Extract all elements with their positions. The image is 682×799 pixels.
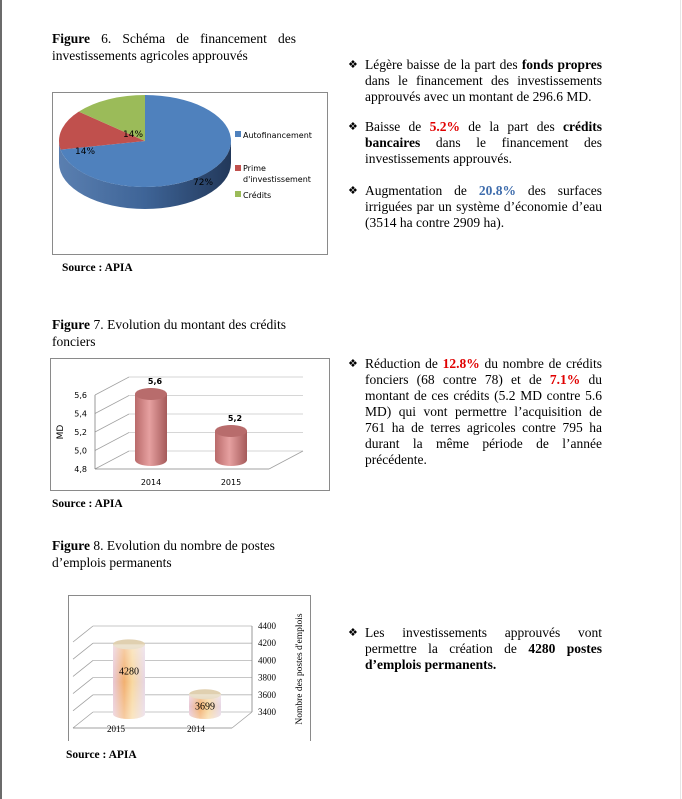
figure-label: Figure: [52, 538, 90, 553]
pie-data-label-credits: 14%: [123, 130, 144, 140]
x-tick-label: 2014: [187, 724, 205, 734]
figure-8-chart: [68, 595, 311, 741]
diamond-bullet-icon: ❖: [348, 627, 358, 639]
bullet-fonds-propres: [348, 57, 602, 105]
x-tick-label: 2014: [140, 478, 162, 487]
gridline-diagonal: [95, 451, 129, 469]
page-right-border: [680, 0, 681, 799]
bullet-credits-fonciers: [348, 356, 602, 468]
floor-edge: [269, 451, 303, 469]
bullet-credits-bancaires: [348, 119, 602, 167]
y-tick-label: 4200: [258, 638, 276, 649]
legend-label-autofinancement: Autofinancement: [243, 131, 312, 140]
bullet-emplois: [348, 625, 602, 673]
gridline-diagonal: [95, 396, 129, 414]
x-tick-label: 2015: [220, 478, 242, 487]
bar-2015: [113, 639, 145, 719]
pie-data-label-prime: 14%: [75, 147, 96, 157]
y-tick-label: 3400: [258, 707, 276, 717]
figure-6-chart: [52, 92, 328, 255]
pie-legend: [235, 131, 312, 200]
y-tick-label: 5,2: [74, 428, 87, 437]
gridline-diagonal: [95, 414, 129, 432]
bullet-surfaces-irriguees: [348, 183, 602, 231]
x-tick-label: 2015: [107, 724, 125, 734]
figure-7-chart: [50, 358, 330, 491]
y-tick-label: 5,6: [74, 391, 87, 400]
diamond-bullet-icon: ❖: [348, 358, 358, 370]
figure-6-source: Source : APIA: [62, 262, 133, 274]
figure-8-caption: Figure 8. Evolution du nombre de postes d’emplois permanents: [52, 538, 275, 570]
gridline-diagonal: [95, 377, 129, 395]
figure-title: Evolution du montant des crédits fonciers: [52, 317, 286, 349]
figure-number: 6: [101, 31, 108, 46]
bar-data-label: 5,6: [147, 377, 163, 386]
bar-data-label: 4280: [119, 666, 139, 678]
legend-swatch-credits: [235, 191, 241, 197]
figure-title: Evolution du nombre de postes d’emplois permanents: [52, 538, 275, 570]
bullet-text: Baisse de 5.2% de la part des crédits bancaires dans le financement des investissements approuvés.: [365, 119, 602, 166]
bar-data-label: 3699: [195, 701, 215, 713]
figure-label: Figure: [52, 31, 90, 46]
gridline-diagonal: [73, 660, 93, 676]
y-tick-label: 5,4: [74, 409, 87, 419]
y-tick-label: 4400: [258, 621, 276, 631]
figure-title: Schéma de financement des investissements agricoles approuvés: [52, 31, 296, 63]
y-tick-label: 3800: [258, 672, 276, 683]
legend-label-prime-1: Prime: [243, 164, 266, 173]
pie-data-label-autofinancement: 72%: [193, 178, 214, 188]
legend-label-credits: Crédits: [243, 191, 272, 200]
bullets-top-group: [348, 57, 602, 231]
bar-2015: [215, 425, 247, 466]
legend-label-prime-2: d'investissement: [243, 175, 311, 184]
figure-7-caption: Figure 7. Evolution du montant des crédits fonciers: [52, 317, 286, 349]
figure-number: 8: [93, 538, 101, 553]
figure-7-source: Source : APIA: [52, 498, 123, 510]
gridline-diagonal: [73, 643, 93, 659]
bar-2014: [135, 388, 167, 466]
bullet-text: Augmentation de 20.8% des surfaces irriguées par un système d’économie d’eau (3514 ha contre 2909 ha).: [365, 183, 602, 230]
y-tick-label: 4000: [258, 655, 276, 666]
y-axis-label: Nombre des postes d'emplois: [295, 613, 305, 725]
credits-fonciers-bar-chart: [51, 359, 329, 490]
bullet-text: Légère baisse de la part des fonds propres dans le financement des investissements approuvés avec un montant de 296.6 MD.: [365, 57, 602, 104]
y-axis-label: MD: [56, 424, 66, 440]
y-tick-label: 3600: [258, 689, 276, 700]
legend-swatch-autofinancement: [235, 131, 241, 137]
diamond-bullet-icon: ❖: [348, 185, 358, 197]
bar-data-label: 5,2: [227, 414, 243, 423]
gridline-diagonal: [73, 712, 93, 728]
diamond-bullet-icon: ❖: [348, 59, 358, 71]
y-tick-label: 5,0: [74, 446, 87, 456]
page-left-border: [0, 0, 2, 799]
gridline-diagonal: [73, 678, 93, 694]
emplois-bar-chart: [69, 596, 312, 742]
figure-6-caption: Figure 6. Schéma de financement des investissements agricoles approuvés: [52, 31, 296, 63]
diamond-bullet-icon: ❖: [348, 121, 358, 133]
figure-8-source: Source : APIA: [66, 749, 137, 761]
gridline-diagonal: [95, 433, 129, 451]
figure-label: Figure: [52, 317, 90, 332]
gridline-diagonal: [73, 626, 93, 642]
legend-swatch-prime: [235, 165, 241, 171]
bullet-text: Les investissements approuvés vont permettre la création de 4280 postes d’emplois permanents.: [365, 625, 602, 672]
floor-edge: [232, 712, 252, 728]
gridline-diagonal: [73, 695, 93, 711]
pie-chart: [53, 93, 327, 254]
figure-number: 7: [93, 317, 101, 332]
bullet-text: Réduction de 12.8% du nombre de crédits fonciers (68 contre 78) et de 7.1% du montant de ces crédits (5.2 MD contre 5.6 MD) qui vont permettre l’acquisition de 761 ha de terres agricoles contre 795 ha durant la même période de l’année précédente.: [365, 356, 603, 467]
y-tick-label: 4,8: [74, 465, 87, 474]
